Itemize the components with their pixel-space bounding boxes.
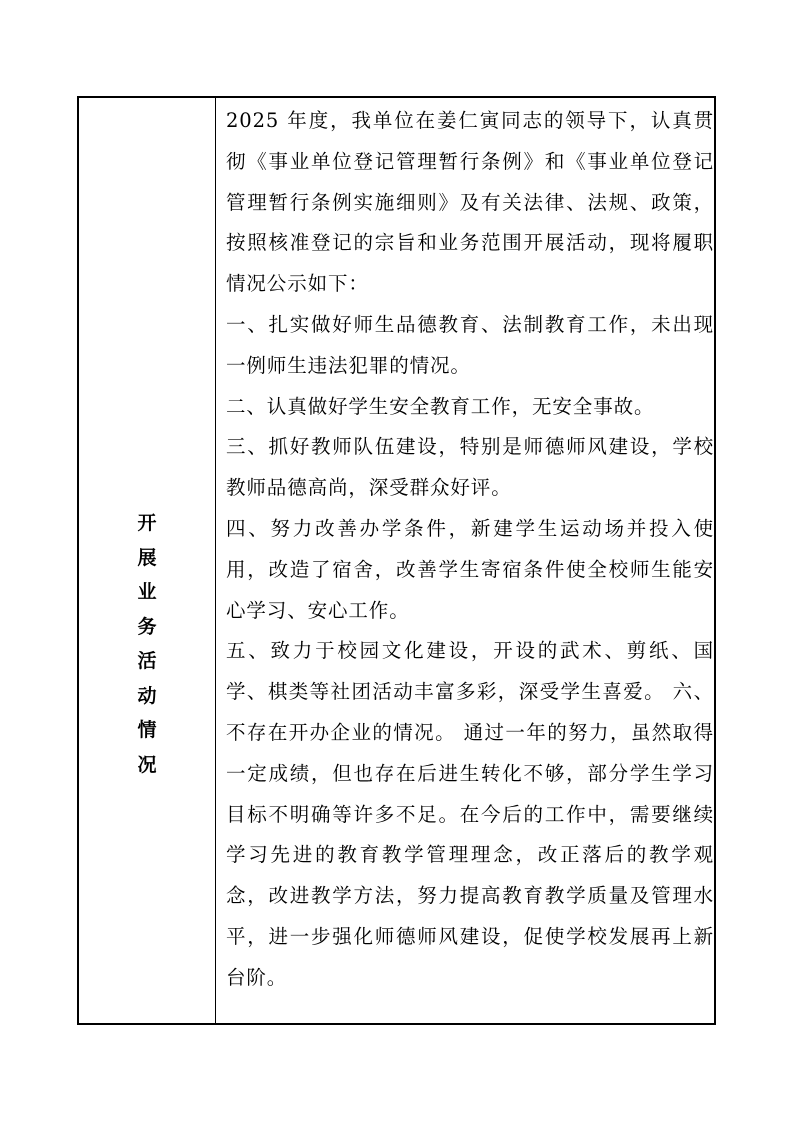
section-label-char: 情 — [137, 719, 157, 741]
section-label-char: 务 — [137, 615, 157, 638]
section-label-char: 况 — [137, 753, 157, 776]
item-paragraph-5: 五、致力于校园文化建设，开设的武术、剪纸、国学、棋类等社团活动丰富多彩，深受学生喜爱。 六、不存在开办企业的情况。 通过一年的努力，虽然取得一定成绩，但也存在后进生转化不够，部分学生学习目标不明确等许多不足。在今后的工作中，需要继续学习先进的教育教学管理理念，改正落后的教学观念，改进教学方法，努力提高教育教学质量及管理水平，进一步强化师德师风建设，促使学校发展再上新台阶。 — [226, 639, 714, 989]
item-paragraph-1: 一、扎实做好师生品德教育、法制教育工作，未出现一例师生违法犯罪的情况。 — [226, 312, 714, 377]
item-paragraph-3: 三、抓好教师队伍建设，特别是师德师风建设，学校教师品德高尚，深受群众好评。 — [226, 435, 714, 500]
section-label-char: 展 — [137, 546, 157, 569]
section-label-char: 活 — [137, 650, 157, 672]
label-cell — [79, 98, 215, 1023]
column-divider — [215, 98, 216, 1023]
intro-paragraph: 2025 年度，我单位在姜仁寅同志的领导下，认真贯彻《事业单位登记管理暂行条例》和《事业单位登记管理暂行条例实施细则》及有关法律、法规、政策，按照核准登记的宗旨和业务范围开展活动，现将履职情况公示如下： — [226, 109, 714, 296]
content-cell — [226, 101, 714, 999]
section-label-char: 业 — [137, 581, 157, 603]
section-label — [79, 506, 215, 782]
section-label-char: 动 — [137, 684, 157, 707]
item-paragraph-2: 二、认真做好学生安全教育工作，无安全事故。 — [226, 394, 655, 418]
item-paragraph-4: 四、努力改善办学条件，新建学生运动场并投入使用，改造了宿舍，改善学生寄宿条件使全校师生能安心学习、安心工作。 — [226, 516, 714, 622]
section-label-char: 开 — [137, 512, 157, 534]
